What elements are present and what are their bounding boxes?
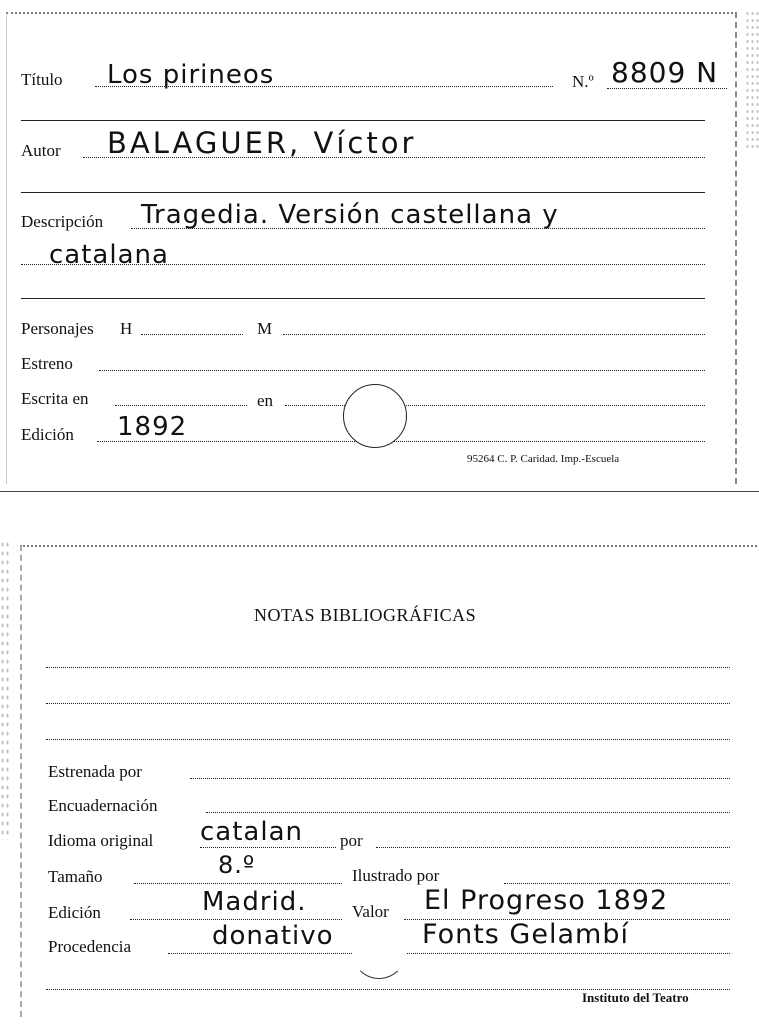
estrenada-label: Estrenada por xyxy=(48,762,142,781)
edicion-back-value: Madrid. xyxy=(202,887,307,917)
escrita-line xyxy=(115,405,247,406)
numero-value: 8809 N xyxy=(611,56,719,89)
titulo-label: Título xyxy=(21,70,63,89)
separator-line xyxy=(21,120,705,121)
idioma-line xyxy=(200,847,336,848)
punch-hole xyxy=(343,384,407,448)
personajes-h-line xyxy=(141,334,243,335)
scan-noise xyxy=(745,10,759,150)
valor-value: El Progreso 1892 xyxy=(424,885,669,916)
estrenada-line xyxy=(190,778,730,779)
notas-line xyxy=(46,703,730,704)
edicion-back-line xyxy=(130,919,342,920)
personajes-label: Personajes xyxy=(21,319,94,338)
idioma-value: catalan xyxy=(200,817,303,847)
en-label: en xyxy=(257,391,274,410)
notas-heading: NOTAS BIBLIOGRÁFICAS xyxy=(254,605,477,625)
idioma-label: Idioma original xyxy=(48,831,154,850)
notas-line xyxy=(46,667,730,668)
estreno-label: Estreno xyxy=(21,354,73,373)
autor-label: Autor xyxy=(21,141,61,160)
procedencia-label: Procedencia xyxy=(48,937,132,956)
descripcion-value-1: Tragedia. Versión castellana y xyxy=(141,200,559,230)
catalog-card-back xyxy=(20,545,757,1017)
escrita-label: Escrita en xyxy=(21,389,89,408)
descripcion-value-2: catalana xyxy=(49,240,169,270)
separator-line xyxy=(21,192,705,193)
notas-line xyxy=(46,739,730,740)
edicion-label: Edición xyxy=(21,425,74,444)
personajes-h-label: H xyxy=(120,319,133,338)
idioma-por-line xyxy=(376,847,730,848)
descripcion-label: Descripción xyxy=(21,212,104,231)
encuadernacion-label: Encuadernación xyxy=(48,796,158,815)
edicion-value: 1892 xyxy=(117,412,188,442)
punch-hole xyxy=(352,925,406,979)
scan-noise xyxy=(0,540,10,840)
personajes-m-label: M xyxy=(257,319,273,338)
printer-imprint: 95264 C. P. Caridad. Imp.-Escuela xyxy=(467,453,620,465)
procedencia-line xyxy=(168,953,730,954)
tamano-line xyxy=(134,883,342,884)
ilustrado-label: Ilustrado por xyxy=(352,866,440,885)
ilustrado-line xyxy=(504,883,730,884)
catalog-card-front xyxy=(6,12,737,484)
tamano-label: Tamaño xyxy=(48,867,103,886)
personajes-m-line xyxy=(283,334,705,335)
valor-label: Valor xyxy=(352,902,389,921)
idioma-por-label: por xyxy=(340,831,363,850)
institution-name: Instituto del Teatro xyxy=(582,990,689,1005)
tamano-value: 8.º xyxy=(218,851,256,879)
titulo-value: Los pirineos xyxy=(107,60,275,90)
separator-line xyxy=(21,298,705,299)
edicion-line xyxy=(97,441,705,442)
encuadernacion-line xyxy=(206,812,730,813)
autor-value: BALAGUER, Víctor xyxy=(107,126,417,160)
edicion-back-label: Edición xyxy=(48,903,101,922)
numero-label: N.º xyxy=(572,72,594,91)
card-divider xyxy=(0,491,759,492)
procedencia-value-2: Fonts Gelambí xyxy=(422,919,629,950)
procedencia-value: donativo xyxy=(212,921,334,951)
estreno-line xyxy=(99,370,705,371)
